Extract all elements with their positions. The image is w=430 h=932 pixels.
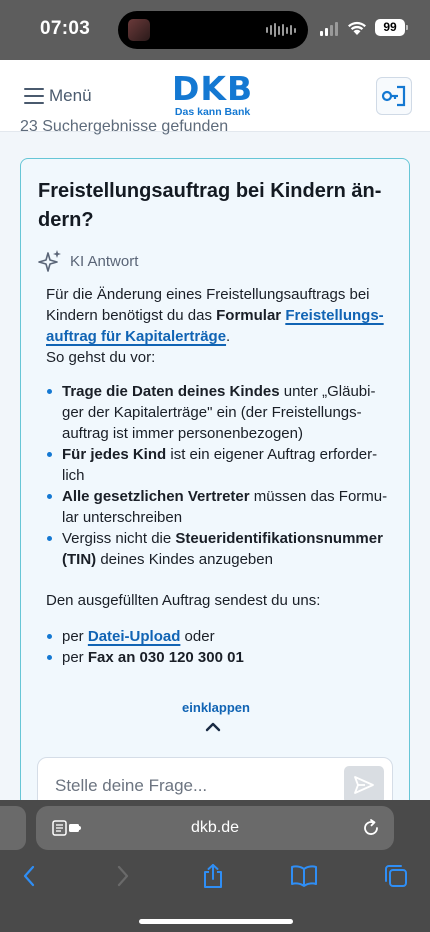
wifi-icon [346,19,368,36]
status-time: 07:03 [40,18,91,39]
address-bar[interactable] [36,806,394,850]
menu-label: Menü [49,86,92,105]
share-button[interactable] [196,860,230,892]
dynamic-island [118,11,308,49]
send-options-list [46,626,391,668]
ki-answer-label [38,249,138,273]
option-prefix: per [62,628,88,645]
step-bold: Alle gesetzlichen Vertreter [62,488,250,505]
book-icon [290,865,318,887]
chevron-left-icon [22,865,36,887]
list-item [46,381,391,444]
login-button[interactable] [376,77,412,115]
intro-bold: Formular [216,307,282,324]
intro-end: . [226,328,231,345]
step-text: unter „Gläubi-ger der Kapitalerträge" ein (der Freistellungs-auftrag ist immer personenbezogen) [62,383,376,442]
cellular-signal-icon [320,22,338,36]
url-text: dkb.de [190,819,240,836]
menu-button[interactable] [24,86,92,106]
list-item [46,486,391,528]
previous-tab[interactable] [0,806,26,850]
reload-icon[interactable] [360,817,382,839]
option-prefix: per [62,649,88,666]
ai-answer-card [20,158,410,858]
logo-wordmark: DKB [172,69,254,108]
question-title: Freistellungsauftrag bei Kindern än-dern? [38,180,382,231]
ki-label: KI Antwort [70,252,139,270]
option-suffix: oder [180,628,215,645]
logo-tagline: Das kann Bank [174,106,251,118]
question-input-placeholder: Stelle deine Frage... [55,776,208,795]
chevron-right-icon [116,865,130,887]
now-playing-artwork [128,19,150,41]
step-bold: Für jedes Kind [62,446,167,463]
intro-text-2: So gehst du vor: [46,349,156,366]
hamburger-icon [24,88,44,104]
main-content[interactable] [0,118,430,800]
tabs-button[interactable] [379,860,413,892]
intro-text: Für die Änderung eines Freistellungsauftrags bei Kindern benötigst du das [46,286,370,324]
form-link[interactable]: Freistellungs-auftrag für Kapitalerträge [46,307,384,345]
answer-intro [46,284,391,368]
status-bar [0,0,430,60]
list-item [46,444,391,486]
upload-link[interactable]: Datei-Upload [87,628,181,645]
step-prefix: Vergiss nicht die [62,530,176,547]
forward-button[interactable] [106,860,140,892]
home-indicator[interactable] [139,919,293,924]
send-icon [353,774,375,796]
browser-bar [0,800,430,932]
results-count: 23 Suchergebnisse gefunden [20,118,229,135]
send-button[interactable] [344,766,384,804]
step-bold: Trage die Daten deines Kindes [62,383,280,400]
collapse-button[interactable]: einklappen [182,700,250,715]
list-item [46,647,391,668]
step-text: müssen das Formu-lar unterschreiben [62,488,388,526]
step-text: ist ein eigener Auftrag erforder-lich [62,446,378,484]
list-item [46,626,391,647]
browser-toolbar [0,860,430,892]
battery-indicator: 99 [375,19,405,36]
fax-number: Fax an 030 120 300 01 [87,649,244,666]
step-bold: Steueridentifikationsnummer (TIN) [62,530,383,568]
send-text: Den ausgefüllten Auftrag sendest du uns: [46,592,321,609]
chevron-up-icon[interactable] [205,721,221,733]
share-icon [202,863,224,889]
dkb-logo[interactable] [172,69,254,118]
step-text: deines Kindes anzugeben [96,551,273,568]
bookmarks-button[interactable] [287,860,321,892]
list-item [46,528,391,570]
login-key-icon [381,84,407,108]
steps-list [46,381,391,570]
sparkle-icon [38,249,62,273]
tabs-icon [383,863,409,889]
back-button[interactable] [12,860,46,892]
audio-waveform-icon [266,23,296,37]
